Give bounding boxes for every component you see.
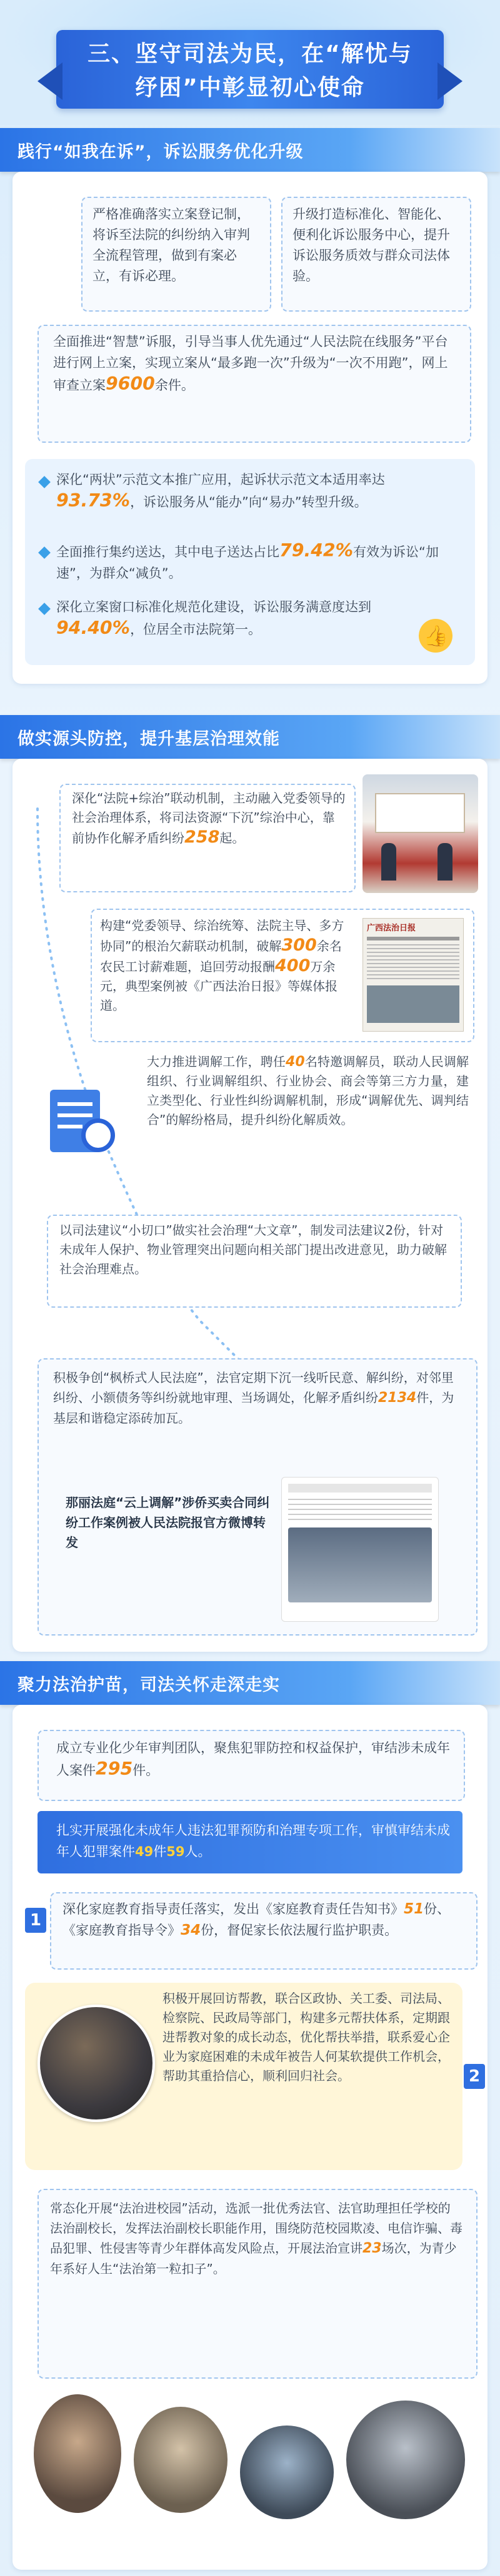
text-smart-service: 全面推进“智慧”诉服，引导当事人优先通过“人民法院在线服务”平台进行网上立案，实现立案从“最多跑一次”升级为“一次不用跑”，网上审查立案9600余件。 bbox=[53, 334, 448, 394]
orders-number: 34 bbox=[181, 1922, 201, 1938]
template-rate-number: 93.73% bbox=[56, 490, 131, 511]
page-title-line1: 三、坚守司法为民，在“解忧与 bbox=[88, 41, 412, 67]
workers-number: 300 bbox=[281, 935, 317, 955]
text-cloud-mediation: 那丽法庭“云上调解”涉侨买卖合同纠纷工作案例被人民法院报官方微博转发 bbox=[66, 1495, 270, 1550]
bullet-text-delivery: 全面推行集约送达，其中电子送达占比79.42%有效为诉讼“加速”，为群众“减负”。 bbox=[56, 540, 439, 581]
text-family-education: 深化家庭教育指导责任落实，发出《家庭教育责任告知书》51份、《家庭教育指导令》34份，督促家长依法履行监护职责。 bbox=[62, 1901, 451, 1938]
notices-number: 51 bbox=[404, 1901, 424, 1917]
text-case-registration: 严格准确落实立案登记制，将诉至法院的纠纷纳入审判全流程管理，做到有案必立，有诉必理。 bbox=[92, 207, 250, 284]
weibo-screenshot bbox=[281, 1477, 439, 1622]
mediators-number: 40 bbox=[286, 1054, 305, 1070]
section1-title: 践行“如我在诉”，诉讼服务优化升级 bbox=[18, 142, 304, 162]
thumbs-up-icon: 👍 bbox=[419, 619, 452, 653]
newspaper-title: 广西法治日报 bbox=[367, 924, 416, 933]
newspaper-clipping bbox=[362, 918, 464, 1032]
mediation-illustration bbox=[38, 1077, 125, 1165]
photo-school-3 bbox=[238, 2423, 336, 2522]
juvenile-cases-number: 295 bbox=[96, 1759, 133, 1779]
text-judicial-advice: 以司法建议“小切口”做实社会治理“大文章”，制发司法建议2份，针对未成年人保护、物业管理突出问题向相关部门提出改进意见，助力破解社会治理难点。 bbox=[59, 1223, 447, 1276]
delivery-rate-number: 79.42% bbox=[279, 540, 354, 561]
box-special-campaign bbox=[38, 1811, 462, 1873]
text-special-campaign: 扎实开展强化未成年人违法犯罪预防和治理专项工作，审慎审结未成年人犯罪案件49件59人。 bbox=[56, 1823, 450, 1859]
text-juvenile-team: 成立专业化少年审判团队，聚焦犯罪防控和权益保护，审结涉未成年人案件295件。 bbox=[56, 1740, 450, 1779]
section2-card bbox=[12, 759, 488, 1652]
text-court-coordination: 深化“法院+综治”联动机制，主动融入党委领导的社会治理体系，将司法资源“下沉”综治中心，靠前协作化解矛盾纠纷258起。 bbox=[72, 791, 346, 847]
disputes-number: 258 bbox=[184, 827, 220, 847]
page-title-line2: 纾困”中彰显初心使命 bbox=[135, 75, 365, 101]
online-cases-number: 9600 bbox=[106, 373, 155, 394]
photo-school-2 bbox=[131, 2404, 230, 2515]
number-badge-1: 1 bbox=[25, 1908, 46, 1933]
section1-card bbox=[12, 172, 488, 684]
bullet-text-satisfaction: 深化立案窗口标准化规范化建设，诉讼服务满意度达到94.40%，位居全市法院第一。 bbox=[56, 600, 371, 638]
section3-card bbox=[12, 1705, 488, 2570]
resolved-disputes-number: 2134 bbox=[378, 1390, 417, 1406]
text-wage-arrears: 构建“党委领导、综治统筹、法院主导、多方协同”的根治欠薪联动机制，破解300余名农民工讨薪难题，追回劳动报酬400万余元，典型案例被《广西法治日报》等媒体报道。 bbox=[100, 918, 344, 1013]
number-badge-2: 2 bbox=[464, 2064, 485, 2089]
photo-school-4 bbox=[344, 2398, 468, 2522]
bullet-text-template: 深化“两状”示范文本推广应用，起诉状示范文本适用率达93.73%，诉讼服务从“能办”向“易办”转型升级。 bbox=[56, 472, 385, 511]
magnifier-icon bbox=[81, 1118, 115, 1152]
satisfaction-number: 94.40% bbox=[56, 618, 131, 638]
photo-comprehensive-center bbox=[362, 774, 478, 893]
crime-cases-number: 49 bbox=[135, 1844, 154, 1859]
text-mediation: 大力推进调解工作，聘任40名特邀调解员，联动人民调解组织、行业调解组织、行业协会、商会等第三方力量，建立类型化、行业性纠纷调解机制，形成“调解优先、调判结合”的解纷格局，提升纠纷化解质效。 bbox=[147, 1054, 469, 1127]
photo-revisit bbox=[38, 2005, 155, 2122]
section3-heading bbox=[0, 1661, 500, 1705]
text-law-in-school: 常态化开展“法治进校园”活动，选派一批优秀法官、法官助理担任学校的法治副校长，发挥法治副校长职能作用，围绕防范校园欺凌、电信诈骗、毒品犯罪、性侵害等青少年群体高发风险点，开展法治宣讲23场次，为青少年系好人生“法治第一粒扣子”。 bbox=[50, 2201, 462, 2276]
text-fengqiao-court: 积极争创“枫桥式人民法庭”，法官定期下沉一线听民意、解纠纷，对邻里纠纷、小额债务等纠纷就地审理、当场调处，化解矛盾纠纷2134件，为基层和谐稳定添砖加瓦。 bbox=[53, 1370, 454, 1426]
lectures-number: 23 bbox=[362, 2241, 382, 2256]
section3-title: 聚力法治护苗，司法关怀走深走实 bbox=[18, 1675, 280, 1695]
photo-school-1 bbox=[31, 2392, 124, 2515]
text-service-center: 升级打造标准化、智能化、便利化诉讼服务中心，提升诉讼服务质效与群众司法体验。 bbox=[292, 207, 450, 284]
section2-heading bbox=[0, 715, 500, 759]
top-banner bbox=[0, 0, 500, 125]
wages-number: 400 bbox=[275, 956, 311, 975]
section2-title: 做实源头防控，提升基层治理效能 bbox=[18, 729, 280, 749]
text-revisit-help: 积极开展回访帮教，联合区政协、关工委、司法局、检察院、民政局等部门，构建多元帮扶体系，定期跟进帮教对象的成长动态，优化帮扶举措，联系爱心企业为家庭困难的未成年被告人何某软提供工作机会，帮助其重拾信心，顺利回归社会。 bbox=[162, 1991, 450, 2083]
defendants-number: 59 bbox=[166, 1844, 185, 1859]
section1-heading bbox=[0, 128, 500, 172]
